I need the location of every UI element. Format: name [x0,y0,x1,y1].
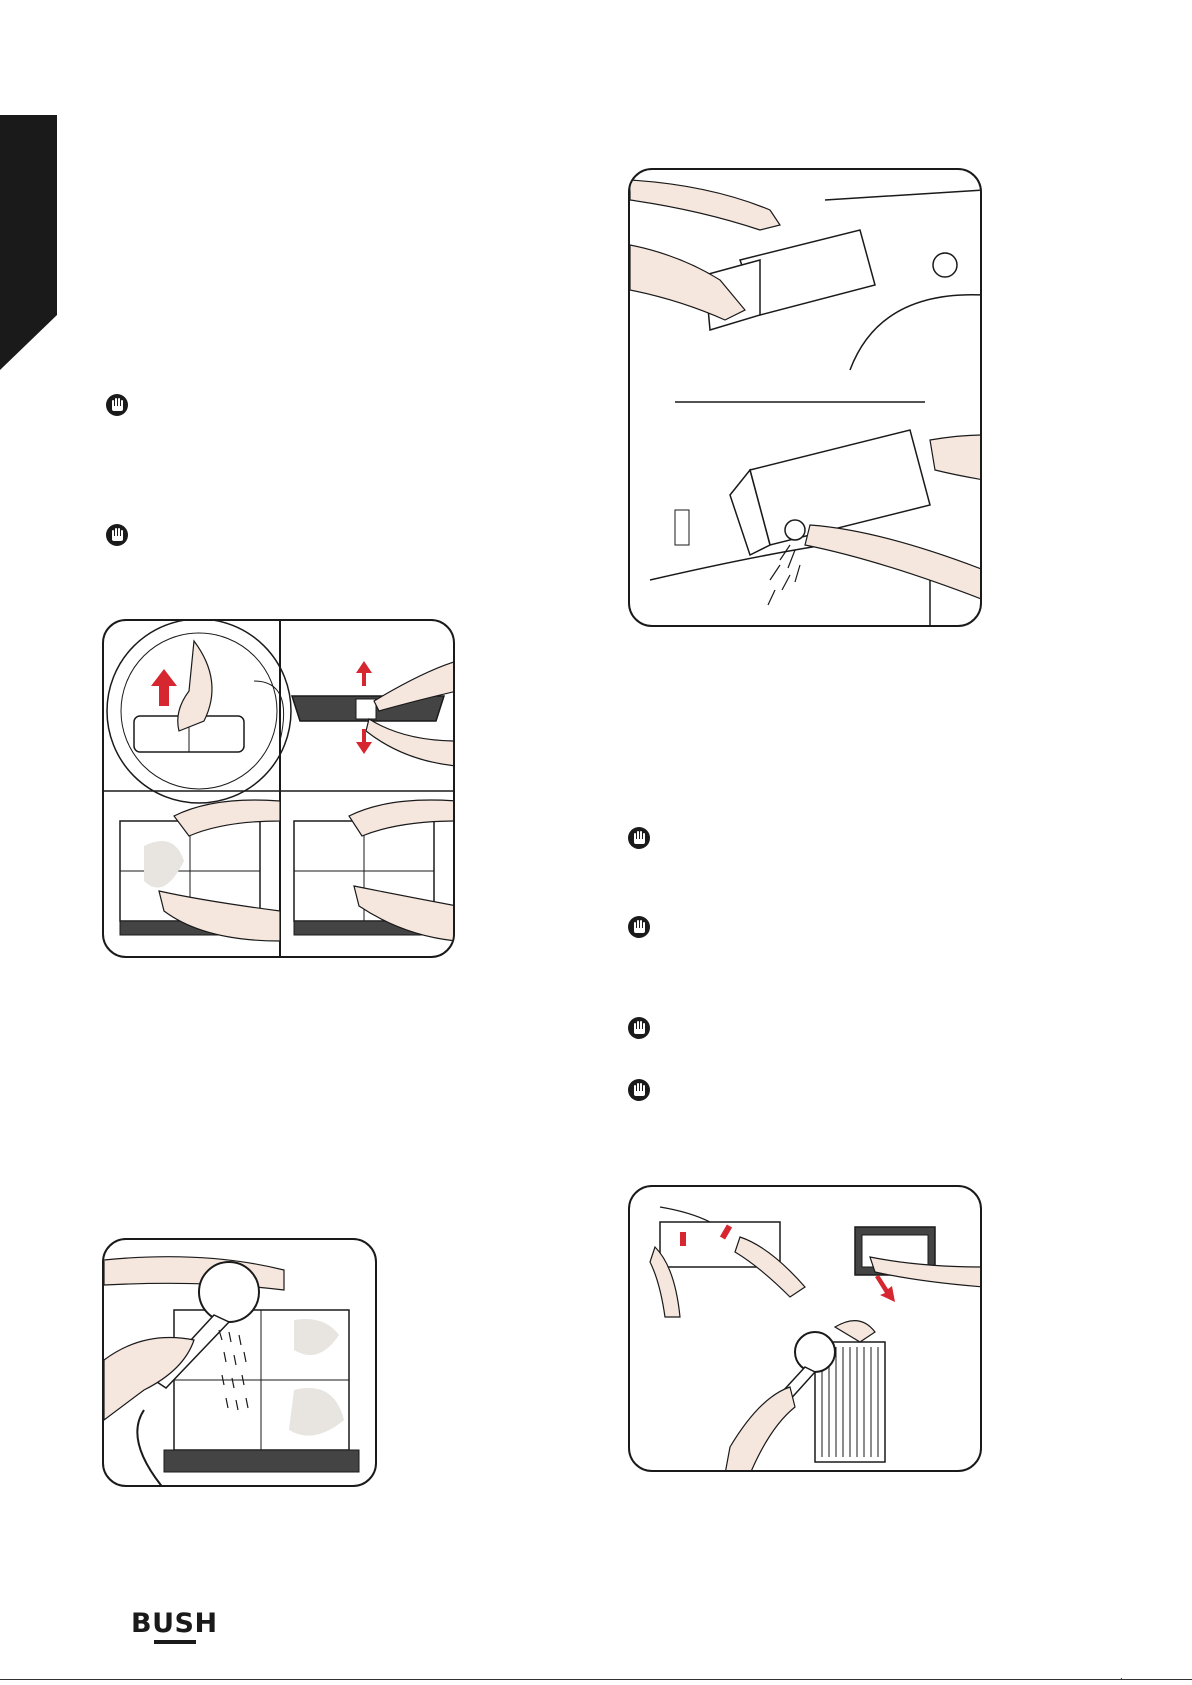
hand-stop-icon [628,915,650,939]
step-wipe-filter [294,800,455,941]
hand-stop-icon [106,523,128,547]
step-empty-container [650,430,982,627]
brand-logo: BUSH [131,1608,218,1639]
lint-filter-illustration [102,619,455,958]
step-rinse-condenser [725,1321,885,1472]
condenser-illustration [628,1185,982,1472]
step-open-filter [292,661,455,766]
rinse-filter-illustration [102,1238,377,1487]
brand-logo-underline [154,1640,196,1644]
section-tab [0,115,57,370]
hand-stop-icon [628,826,650,850]
water-container-illustration [628,168,982,627]
hand-stop-icon [106,393,128,417]
hand-stop-icon [628,1078,650,1102]
step-open-cover [650,1207,805,1317]
step-remove-filter [107,621,291,803]
step-clean-lint [120,800,280,941]
footer-rule [0,1679,1192,1680]
hand-stop-icon [628,1016,650,1040]
footer-mark: . [1120,1671,1123,1682]
step-pull-container [630,170,982,370]
step-remove-condenser [855,1227,982,1302]
